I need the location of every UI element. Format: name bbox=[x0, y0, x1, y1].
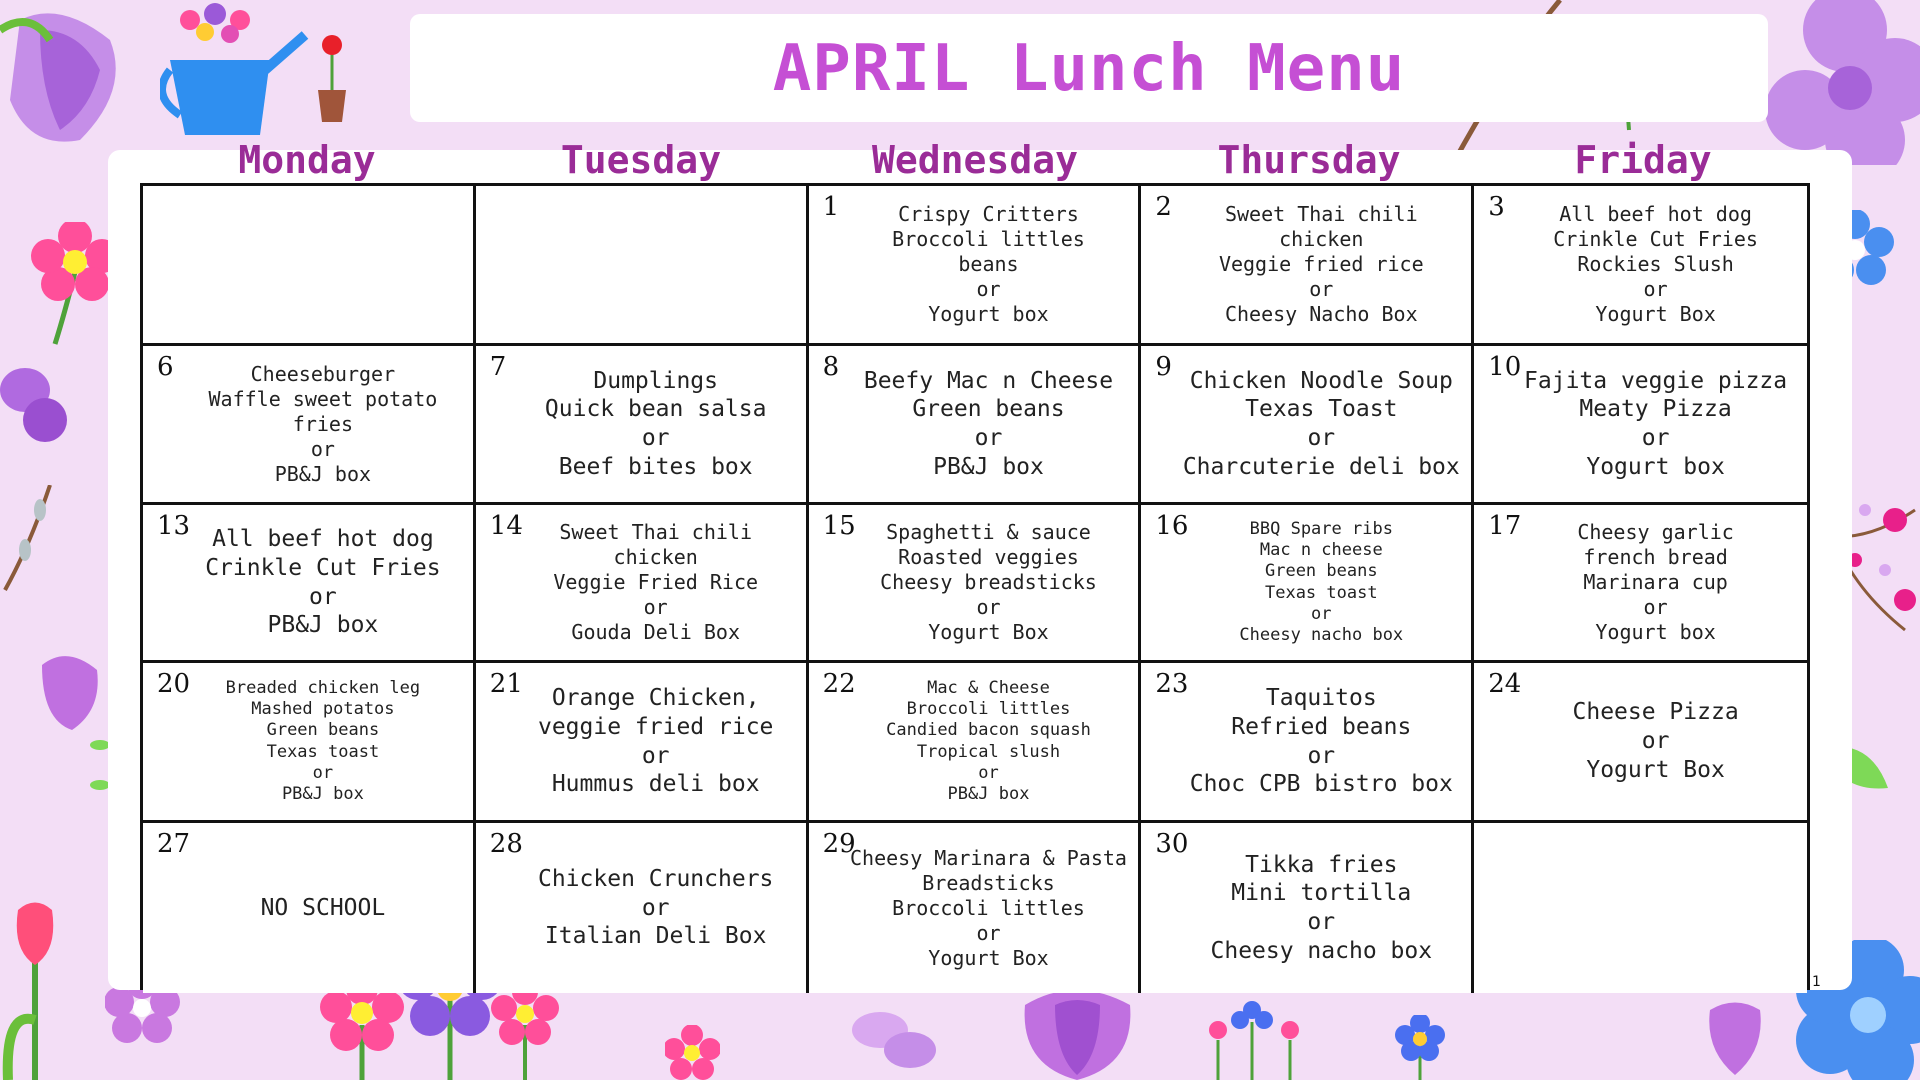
menu-item: Gouda Deli Box bbox=[571, 620, 740, 644]
date-number: 17 bbox=[1488, 511, 1522, 541]
menu-item: or bbox=[641, 425, 670, 451]
calendar-cell bbox=[1474, 186, 1807, 346]
menu-item: Yogurt box bbox=[1586, 453, 1725, 480]
calendar-cell bbox=[1141, 346, 1474, 505]
menu-item: Yogurt Box bbox=[1595, 302, 1716, 326]
menu-item: Cheesy nacho box bbox=[1210, 937, 1433, 964]
flower-pot-icon bbox=[310, 30, 355, 125]
calendar-grid bbox=[140, 183, 1810, 990]
menu-items bbox=[840, 520, 1107, 645]
menu-items bbox=[1484, 367, 1797, 482]
menu-item: or bbox=[1643, 277, 1668, 301]
date-number: 3 bbox=[1488, 192, 1505, 222]
menu-item: Spaghetti & sauce bbox=[886, 520, 1091, 544]
day-header-thursday: Thursday bbox=[1217, 138, 1401, 182]
branch-icon bbox=[0, 485, 60, 595]
menu-item: Marinara cup bbox=[1583, 570, 1728, 594]
menu-items bbox=[852, 202, 1095, 327]
menu-item: Veggie fried rice bbox=[1218, 252, 1424, 276]
menu-item: Cheesy garlic bbox=[1577, 520, 1734, 544]
menu-items bbox=[1150, 684, 1463, 799]
menu-item: Yogurt box bbox=[928, 302, 1049, 326]
menu-item: veggie fried rice bbox=[537, 713, 774, 740]
date-number: 7 bbox=[489, 352, 507, 382]
menu-item: Refried beans bbox=[1231, 713, 1412, 740]
date-number: 8 bbox=[822, 352, 840, 382]
menu-items bbox=[513, 520, 768, 645]
butterfly-icon bbox=[0, 360, 75, 450]
menu-item: or bbox=[312, 762, 334, 783]
calendar-cell bbox=[809, 823, 1142, 993]
calendar-cell bbox=[1141, 823, 1474, 993]
menu-item: Cheese Pizza bbox=[1572, 699, 1739, 726]
menu-item: Cheesy nacho box bbox=[1239, 625, 1404, 645]
date-number: 23 bbox=[1155, 669, 1189, 699]
flower-icon bbox=[665, 1025, 720, 1080]
menu-item: All beef hot dog bbox=[1559, 202, 1752, 226]
menu-items bbox=[1171, 851, 1443, 966]
menu-item: or bbox=[309, 583, 337, 610]
menu-item: Tropical slush bbox=[916, 741, 1061, 762]
menu-item: Choc CPB bistro box bbox=[1189, 771, 1453, 798]
menu-item: Mini tortilla bbox=[1231, 880, 1412, 907]
menu-item: or bbox=[1309, 277, 1334, 301]
menu-item: Quick bean salsa bbox=[544, 396, 767, 423]
menu-item: Cheesy Marinara & Pasta bbox=[850, 845, 1127, 870]
menu-item: or bbox=[1307, 909, 1336, 935]
calendar-cell bbox=[143, 823, 476, 993]
menu-item: PB&J box bbox=[274, 461, 372, 486]
menu-item: or bbox=[1307, 742, 1336, 769]
date-number: 13 bbox=[157, 511, 191, 541]
day-header-wednesday: Wednesday bbox=[872, 138, 1078, 182]
flower-icon bbox=[30, 222, 120, 347]
menu-items bbox=[186, 678, 430, 806]
menu-item: Taquitos bbox=[1265, 685, 1377, 711]
calendar-cell bbox=[143, 663, 476, 823]
calendar-cell bbox=[143, 186, 476, 346]
menu-item: Italian Deli Box bbox=[544, 923, 767, 950]
date-number: 29 bbox=[822, 829, 856, 859]
menu-item: Broccoli littles bbox=[892, 895, 1085, 920]
page-number: 1 bbox=[1812, 974, 1821, 990]
menu-item: PB&J box bbox=[947, 784, 1030, 804]
calendar-cell bbox=[1474, 823, 1807, 993]
calendar-cell bbox=[476, 346, 809, 505]
menu-item: Rockies Slush bbox=[1577, 252, 1734, 276]
menu-item: or bbox=[641, 894, 670, 921]
menu-item: french bread bbox=[1583, 545, 1728, 569]
menu-items bbox=[1179, 202, 1434, 327]
menu-item: Breadsticks bbox=[922, 870, 1055, 895]
date-number: 9 bbox=[1155, 352, 1172, 382]
menu-item: fries bbox=[292, 411, 353, 436]
menu-item: Yogurt Box bbox=[928, 945, 1049, 970]
menu-items bbox=[1533, 698, 1749, 784]
menu-items bbox=[165, 525, 450, 640]
calendar-cell bbox=[476, 663, 809, 823]
menu-item: Chicken Crunchers bbox=[537, 865, 774, 892]
date-number: 15 bbox=[822, 511, 856, 541]
menu-items bbox=[824, 367, 1123, 482]
menu-item: Tikka fries bbox=[1245, 851, 1398, 878]
menu-item: Meaty Pizza bbox=[1579, 396, 1732, 423]
date-number: 10 bbox=[1488, 352, 1522, 382]
menu-item: PB&J box bbox=[281, 784, 364, 804]
title-banner bbox=[410, 14, 1768, 122]
menu-item: Crinkle Cut Fries bbox=[205, 554, 441, 581]
menu-item: or bbox=[974, 425, 1003, 451]
menu-item: or bbox=[1307, 425, 1336, 451]
menu-item: PB&J box bbox=[267, 612, 379, 639]
menu-item: Chicken Noodle Soup bbox=[1189, 367, 1453, 394]
menu-item: Candied bacon squash bbox=[886, 720, 1091, 741]
menu-items bbox=[1513, 202, 1768, 327]
butterfly-icon bbox=[850, 1000, 945, 1080]
date-number: 27 bbox=[157, 829, 191, 859]
day-header-monday: Monday bbox=[238, 138, 376, 182]
menu-item: or bbox=[643, 595, 668, 619]
calendar-cell bbox=[1474, 663, 1807, 823]
menu-item: Broccoli littles bbox=[906, 699, 1071, 719]
menu-item: Veggie Fried Rice bbox=[553, 570, 759, 594]
menu-item: Yogurt Box bbox=[1586, 756, 1725, 783]
calendar-cell bbox=[809, 663, 1142, 823]
menu-items bbox=[505, 367, 777, 482]
menu-item: chicken bbox=[1279, 227, 1364, 251]
date-number: 28 bbox=[489, 829, 523, 859]
menu-item: or bbox=[1311, 603, 1332, 624]
menu-items bbox=[1199, 519, 1413, 647]
menu-item: Texas toast bbox=[266, 741, 380, 762]
menu-item: or bbox=[310, 436, 335, 461]
menu-items bbox=[221, 894, 396, 923]
calendar-cell bbox=[809, 346, 1142, 505]
menu-item: Orange Chicken, bbox=[551, 685, 760, 711]
menu-item: Cheesy Nacho Box bbox=[1224, 302, 1418, 326]
date-number: 22 bbox=[822, 669, 856, 699]
menu-items bbox=[498, 684, 783, 799]
calendar-cell bbox=[476, 186, 809, 346]
menu-item: Green beans bbox=[266, 720, 380, 741]
menu-item: beans bbox=[958, 252, 1019, 276]
corner-tulip-icon bbox=[0, 0, 150, 160]
menu-item: Texas toast bbox=[1264, 582, 1378, 603]
menu-item: Sweet Thai chili bbox=[559, 520, 753, 544]
menu-item: All beef hot dog bbox=[212, 526, 434, 552]
menu-item: Broccoli littles bbox=[892, 227, 1085, 251]
menu-item: Mashed potatos bbox=[251, 699, 395, 719]
menu-item: Mac & Cheese bbox=[927, 677, 1050, 698]
tulip-icon bbox=[1700, 1000, 1770, 1080]
date-number: 1 bbox=[822, 192, 840, 222]
menu-item: Beefy Mac n Cheese bbox=[863, 367, 1114, 394]
menu-item: Sweet Thai chili bbox=[1224, 202, 1418, 226]
calendar-cell bbox=[1141, 186, 1474, 346]
menu-items bbox=[810, 846, 1137, 971]
date-number: 16 bbox=[1155, 511, 1189, 541]
menu-item: Yogurt box bbox=[1595, 620, 1716, 644]
menu-item: Hummus deli box bbox=[551, 771, 760, 798]
calendar-cell bbox=[143, 505, 476, 663]
menu-item: Green beans bbox=[1264, 561, 1378, 582]
menu-items bbox=[169, 362, 448, 487]
calendar-cell bbox=[1141, 505, 1474, 663]
date-number: 21 bbox=[489, 669, 523, 699]
date-number: 24 bbox=[1488, 669, 1522, 699]
calendar-cell bbox=[1474, 346, 1807, 505]
day-header-tuesday: Tuesday bbox=[560, 138, 722, 182]
menu-item: or bbox=[976, 277, 1001, 301]
menu-item: Dumplings bbox=[593, 367, 718, 394]
date-number: 6 bbox=[157, 352, 174, 382]
menu-items bbox=[1537, 520, 1744, 645]
tulip-icon bbox=[1015, 985, 1140, 1080]
menu-item: Cheesy breadsticks bbox=[880, 570, 1097, 594]
calendar-cell bbox=[809, 186, 1142, 346]
day-header-friday: Friday bbox=[1574, 138, 1712, 182]
menu-item: Beef bites box bbox=[558, 453, 753, 480]
menu-item: or bbox=[978, 762, 999, 783]
calendar-cell bbox=[1141, 663, 1474, 823]
tulip-icon bbox=[0, 900, 70, 1080]
menu-item: or bbox=[976, 595, 1001, 619]
menu-item: or bbox=[1643, 595, 1668, 619]
date-number: 2 bbox=[1155, 192, 1172, 222]
menu-item: or bbox=[1641, 425, 1670, 451]
menu-item: Roasted veggies bbox=[898, 545, 1079, 569]
menu-item: chicken bbox=[613, 545, 698, 569]
menu-item: Cheeseburger bbox=[250, 361, 396, 386]
calendar-cell bbox=[476, 505, 809, 663]
menu-item: Breaded chicken leg bbox=[225, 677, 421, 698]
calendar-cell bbox=[476, 823, 809, 993]
menu-item: Crinkle Cut Fries bbox=[1553, 227, 1758, 251]
menu-item: Crispy Critters bbox=[898, 202, 1079, 226]
calendar-cell bbox=[143, 346, 476, 505]
menu-item: BBQ Spare ribs bbox=[1249, 518, 1393, 539]
menu-items bbox=[1143, 367, 1470, 482]
date-number: 14 bbox=[489, 511, 523, 541]
menu-item: or bbox=[641, 742, 670, 769]
menu-item: Green beans bbox=[912, 396, 1065, 423]
calendar-cell bbox=[809, 505, 1142, 663]
date-number: 30 bbox=[1155, 829, 1189, 859]
menu-item: or bbox=[976, 920, 1001, 945]
menu-item: Yogurt Box bbox=[928, 620, 1049, 644]
watering-can-icon bbox=[160, 0, 310, 140]
menu-item: Texas Toast bbox=[1245, 396, 1398, 423]
menu-items bbox=[846, 678, 1101, 806]
menu-item: Mac n cheese bbox=[1259, 540, 1383, 560]
calendar-cell bbox=[1474, 505, 1807, 663]
flower-icon bbox=[1200, 1000, 1310, 1080]
menu-item: Fajita veggie pizza bbox=[1524, 367, 1788, 394]
page-title: APRIL Lunch Menu bbox=[772, 32, 1406, 106]
flower-icon bbox=[490, 980, 560, 1080]
menu-item: Waffle sweet potato bbox=[208, 386, 438, 411]
menu-items bbox=[498, 865, 783, 951]
flower-icon bbox=[1395, 1015, 1445, 1080]
menu-item: NO SCHOOL bbox=[260, 894, 386, 921]
menu-item: Charcuterie deli box bbox=[1182, 453, 1460, 480]
menu-item: PB&J box bbox=[933, 453, 1044, 480]
menu-item: or bbox=[1641, 728, 1670, 755]
date-number: 20 bbox=[157, 669, 191, 699]
